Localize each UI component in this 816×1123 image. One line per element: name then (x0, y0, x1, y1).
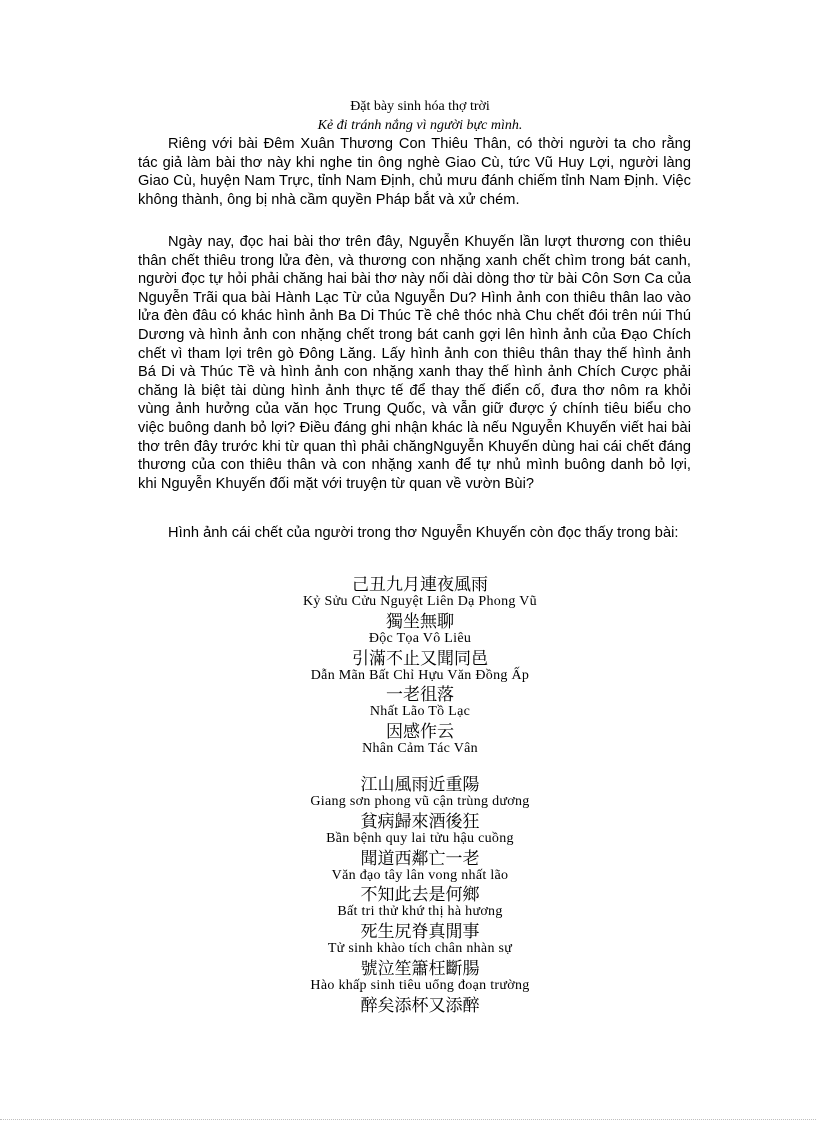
han-line: 號泣笙簫枉斷腸 (360, 958, 480, 979)
transliteration-line: Bất tri thử khứ thị hà hương (337, 904, 503, 920)
body-paragraph: Hình ảnh cái chết của người trong thơ Nguyễn Khuyến còn đọc thấy trong bài: (168, 525, 679, 541)
han-line: 獨坐無聊 (386, 611, 454, 632)
transliteration-line: Nhân Cảm Tác Vân (362, 741, 478, 757)
intro-verse (150, 97, 690, 135)
han-line: 聞道西鄰亡一老 (360, 848, 480, 869)
transliteration-line: Nhất Lão Tồ Lạc (369, 704, 471, 720)
transliteration-line: Văn đạo tây lân vong nhất lão (331, 867, 509, 883)
transliteration-line: Độc Tọa Vô Liêu (368, 630, 472, 646)
transliteration-line: Giang sơn phong vũ cận trùng dương (310, 794, 530, 809)
han-line: 江山風雨近重陽 (360, 775, 480, 795)
han-line: 一老徂落 (386, 685, 454, 706)
transliteration-line: Bần bệnh quy lai tửu hậu cuồng (326, 830, 514, 846)
poem-title-block (200, 575, 640, 759)
poem-body-block (200, 775, 640, 1014)
han-line: 因感作云 (386, 722, 454, 743)
han-line: 貧病歸來酒後狂 (360, 811, 480, 832)
han-line: 己丑九月連夜風雨 (352, 575, 488, 595)
transliteration-line: Kỷ Sửu Cửu Nguyệt Liên Dạ Phong Vũ (303, 594, 537, 609)
han-line: 不知此去是何鄉 (360, 885, 480, 906)
body-paragraph: Riêng với bài Đêm Xuân Thương Con Thiêu Thân, có thời người ta cho rằng tác giả làm bài thơ này khi nghe tin ông nghè Giao Cù, tức Vũ Huy Lợi, người làng Giao Cù, huyện Nam Trực, tỉnh Nam Định, chủ mưu đánh chiếm tỉnh Nam Định. Việc không thành, ông bị nhà cầm quyền Pháp bắt và xử chém. (138, 136, 691, 208)
transliteration-line: Dẫn Mãn Bất Chỉ Hựu Văn Đồng Ấp (310, 667, 530, 683)
han-line: 死生尻脊真閒事 (360, 922, 480, 943)
han-line: 醉矣添杯又添醉 (360, 995, 480, 1016)
body-paragraph: Ngày nay, đọc hai bài thơ trên đây, Nguyễn Khuyến lần lượt thương con thiêu thân chết thiêu trong lửa đèn, và thương con nhặng xanh chết chìm trong bát canh, người đọc tự hỏi phải chăng hai bài thơ này nối dài dòng thơ từ bài Côn Sơn Ca của Nguyễn Trãi qua bài Hành Lạc Từ của Nguyễn Du? Hình ảnh con thiêu thân lao vào lửa đèn đâu có khác hình ảnh Ba Di Thúc Tề chê thóc nhà Chu chết đói trên núi Thú Dương và hình ảnh con nhặng chết trong bát canh gợi lên hình ảnh của Đạo Chích chết vì tham lợi trên gò Đông Lăng. Lấy hình ảnh con thiêu thân thay thế hình ảnh Bá Di và Thúc Tề và hình ảnh con nhặng xanh thay thế hình ảnh Chích Cược phải chăng là biệt tài dùng hình ảnh thực tế để thay thế điển cố, đưa thơ nôm ra khỏi vùng ảnh hưởng của văn học Trung Quốc, và vẫn giữ được ý chính tiêu biểu cho việc buông danh bỏ lợi? Điều đáng ghi nhận khác là nếu Nguyễn Khuyến viết hai bài thơ trên đây trước khi từ quan thì phải chăngNguyễn Khuyến dùng hai cái chết đáng thương của con thiêu thân và con nhặng xanh để tự nhủ mình buông danh bỏ lợi, khi Nguyễn Khuyến đối mặt với truyện từ quan về vườn Bùi? (138, 234, 691, 492)
han-line: 引滿不止又聞同邑 (352, 648, 488, 669)
page-bottom-border (0, 1119, 816, 1120)
verse-line: Đặt bày sinh hóa thợ trời (350, 99, 490, 114)
transliteration-line: Tử sinh khào tích chân nhàn sự (327, 941, 513, 957)
transliteration-line: Hào khấp sinh tiêu uổng đoạn trường (310, 977, 530, 993)
verse-line: Kẻ đi tránh nắng vì người bực mình. (317, 118, 523, 133)
